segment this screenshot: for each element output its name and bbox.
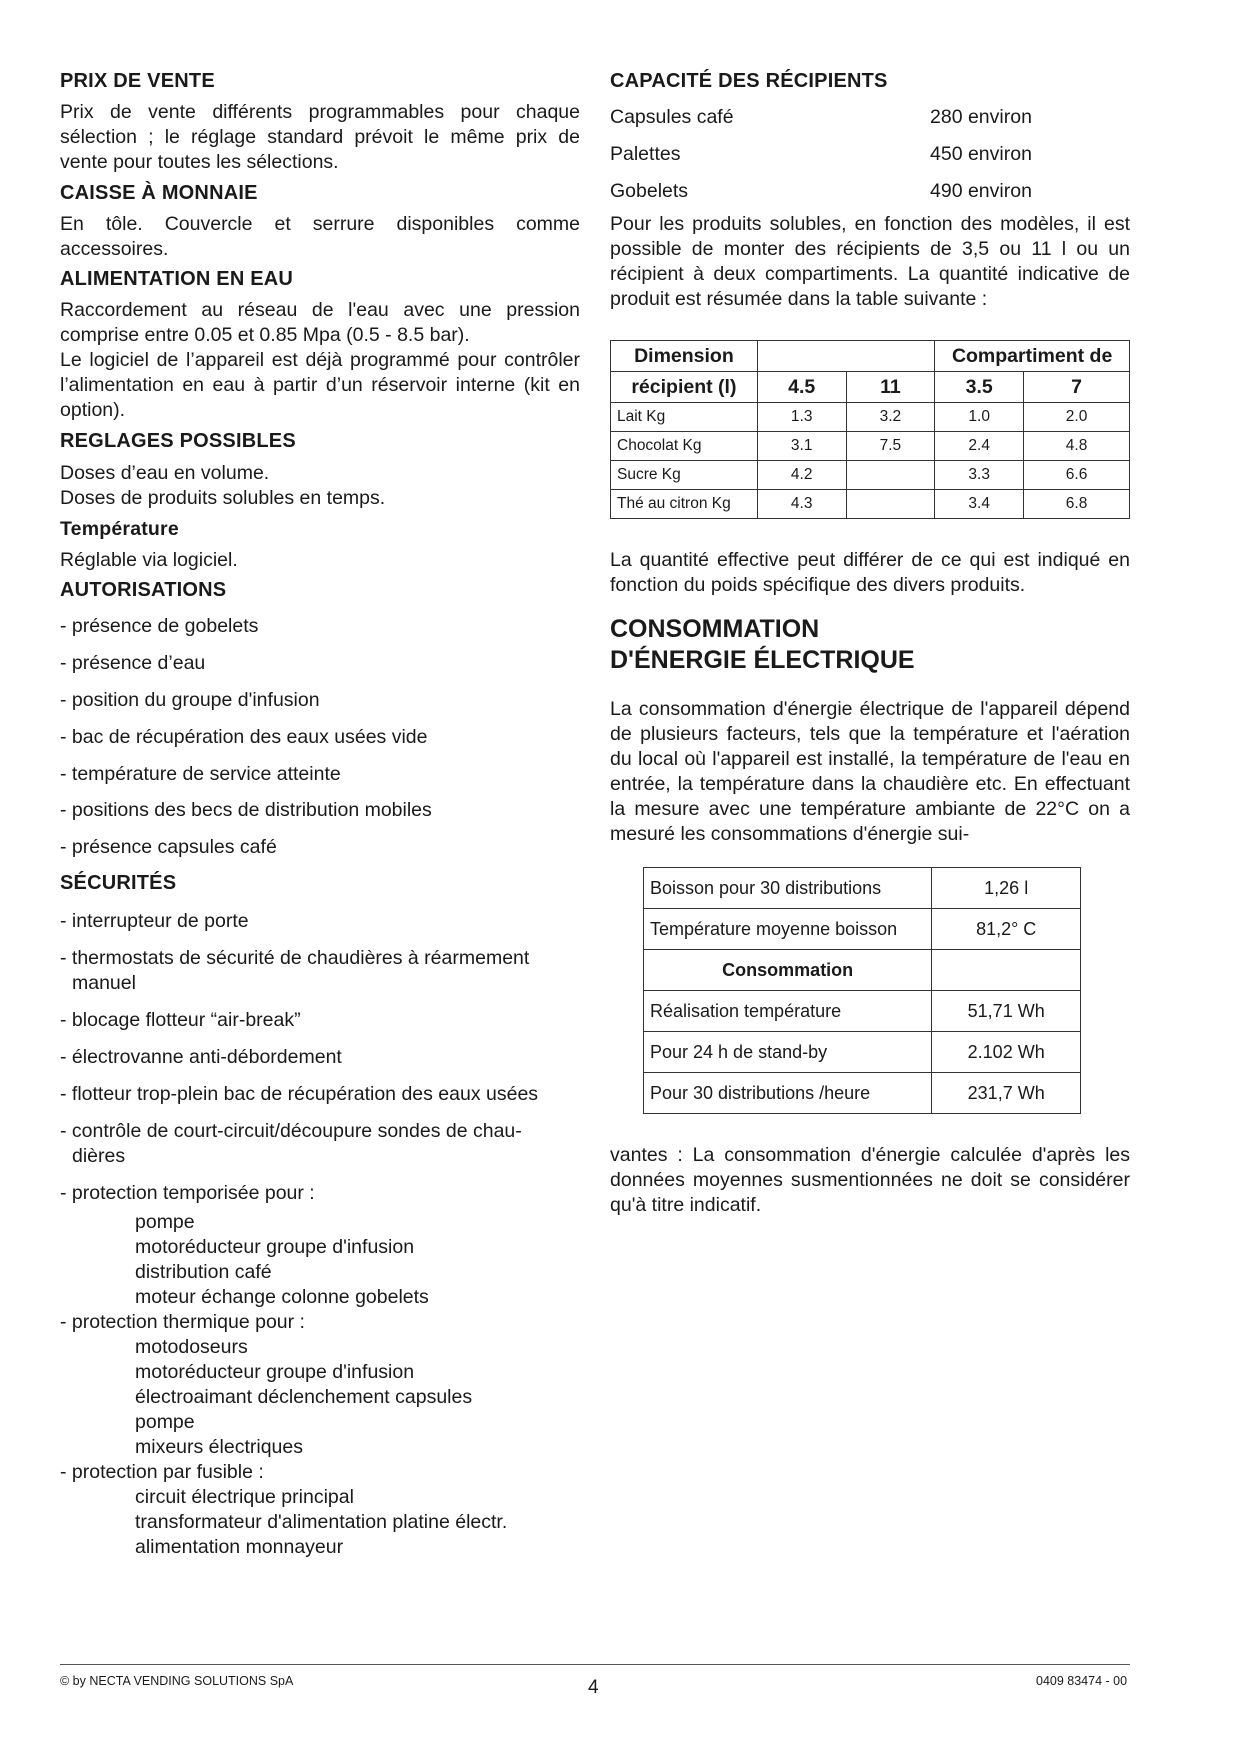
table-cell: Consommation bbox=[644, 950, 932, 991]
table-header-cell bbox=[757, 341, 934, 372]
table-cell: 1.0 bbox=[935, 403, 1024, 432]
table-cell: 7.5 bbox=[846, 432, 935, 461]
sub-list-item: moteur échange colonne gobelets bbox=[135, 1286, 429, 1308]
table-cell: 6.6 bbox=[1024, 461, 1130, 490]
table-cell: 3.1 bbox=[757, 432, 846, 461]
table-cell bbox=[846, 461, 935, 490]
prix-heading: PRIX DE VENTE bbox=[60, 70, 215, 92]
list-item: - positions des becs de distribution mobiles bbox=[60, 799, 432, 821]
capacity-label: Capsules café bbox=[610, 106, 734, 128]
table-row bbox=[644, 950, 1081, 991]
sub-list-item: distribution café bbox=[135, 1261, 272, 1283]
list-item: - présence de gobelets bbox=[60, 615, 259, 637]
reglages-line-1: Doses d’eau en volume. bbox=[60, 462, 270, 484]
temperature-text: Réglable via logiciel. bbox=[60, 549, 238, 571]
consommation-title-line-2: D'ÉNERGIE ÉLECTRIQUE bbox=[610, 646, 915, 674]
table-header-cell: 11 bbox=[846, 372, 935, 403]
temperature-heading: Température bbox=[60, 518, 179, 540]
table-row bbox=[644, 991, 1081, 1032]
caisse-heading: CAISSE À MONNAIE bbox=[60, 182, 258, 204]
table-cell: Sucre Kg bbox=[611, 461, 758, 490]
table-cell: Chocolat Kg bbox=[611, 432, 758, 461]
table-row bbox=[644, 868, 1081, 909]
table-cell: Thé au citron Kg bbox=[611, 490, 758, 519]
table-note: La quantité effective peut différer de ce qui est indiqué en fonction du poids spécifique des divers produits. bbox=[610, 549, 1130, 596]
sub-list-item: motoréducteur groupe d'infusion bbox=[135, 1236, 415, 1258]
consommation-note: vantes : La consommation d'énergie calculée d'après les données moyennes susmentionnées ne doit se considérer qu'à titre indicatif. bbox=[610, 1144, 1130, 1216]
autorisations-heading: AUTORISATIONS bbox=[60, 579, 227, 601]
table-header-cell: 7 bbox=[1024, 372, 1130, 403]
caisse-text: En tôle. Couvercle et serrure disponibles comme accessoires. bbox=[60, 213, 580, 260]
list-item: - thermostats de sécurité de chaudières à réarmement bbox=[60, 947, 530, 969]
alim-heading: ALIMENTATION EN EAU bbox=[60, 268, 294, 290]
table-cell: 4.2 bbox=[757, 461, 846, 490]
consommation-title-line-1: CONSOMMATION bbox=[610, 615, 820, 643]
list-item: - flotteur trop-plein bac de récupération des eaux usées bbox=[60, 1083, 539, 1105]
footer-rule bbox=[60, 1664, 1130, 1665]
list-item-continued: manuel bbox=[72, 972, 136, 994]
sub-list-item: circuit électrique principal bbox=[135, 1486, 354, 1508]
capacity-table bbox=[610, 340, 1130, 519]
list-item: - présence capsules café bbox=[60, 836, 277, 858]
table-cell: 3.4 bbox=[935, 490, 1024, 519]
table-row bbox=[611, 490, 1130, 519]
table-row bbox=[644, 909, 1081, 950]
table-header-cell: Compartiment de bbox=[935, 341, 1130, 372]
table-cell: Boisson pour 30 distributions bbox=[644, 868, 932, 909]
table-cell: Lait Kg bbox=[611, 403, 758, 432]
list-item: - température de service atteinte bbox=[60, 763, 341, 785]
sub-list-item: électroaimant déclenchement capsules bbox=[135, 1386, 473, 1408]
table-cell: 3.3 bbox=[935, 461, 1024, 490]
list-item: - contrôle de court-circuit/découpure sondes de chau- bbox=[60, 1120, 522, 1142]
list-item: - protection temporisée pour : bbox=[60, 1182, 315, 1204]
sub-list-item: pompe bbox=[135, 1411, 195, 1433]
table-cell: Réalisation température bbox=[644, 991, 932, 1032]
alim-text-1: Raccordement au réseau de l'eau avec une pression comprise entre 0.05 et 0.85 Mpa (0.5 - 8.5 bar). bbox=[60, 299, 580, 346]
list-item: - présence d’eau bbox=[60, 652, 206, 674]
table-cell: 231,7 Wh bbox=[932, 1073, 1081, 1114]
table-header-cell: 4.5 bbox=[757, 372, 846, 403]
consommation-text: La consommation d'énergie électrique de l'appareil dépend de plusieurs facteurs, tels que la température et l'aération du local où l'appareil est installé, la température de l'eau en entrée, la température dans la chaudière etc. En effectuant la mesure avec une température ambiante de 22°C on a mesuré les consommations d'énergie sui- bbox=[610, 698, 1130, 845]
page-number: 4 bbox=[588, 1677, 599, 1698]
table-row bbox=[644, 1032, 1081, 1073]
table-cell: 3.2 bbox=[846, 403, 935, 432]
table-cell: 2.0 bbox=[1024, 403, 1130, 432]
list-item: - protection thermique pour : bbox=[60, 1311, 305, 1333]
table-cell bbox=[932, 950, 1081, 991]
capacite-heading: CAPACITÉ DES RÉCIPIENTS bbox=[610, 70, 888, 92]
list-item: - bac de récupération des eaux usées vide bbox=[60, 726, 428, 748]
sub-list-item: pompe bbox=[135, 1211, 195, 1233]
table-cell bbox=[846, 490, 935, 519]
table-row bbox=[611, 432, 1130, 461]
capacity-value: 450 environ bbox=[930, 143, 1032, 165]
table-cell: Pour 30 distributions /heure bbox=[644, 1073, 932, 1114]
energy-table bbox=[643, 867, 1081, 1114]
table-row bbox=[611, 461, 1130, 490]
capacite-text: Pour les produits solubles, en fonction des modèles, il est possible de monter des récipients de 3,5 ou 11 l ou un récipient à deux compartiments. La quantité indicative de produit est résumée dans la table suivante : bbox=[610, 213, 1130, 310]
table-cell: 1,26 l bbox=[932, 868, 1081, 909]
list-item-continued: dières bbox=[72, 1145, 126, 1167]
reglages-heading: REGLAGES POSSIBLES bbox=[60, 430, 296, 452]
table-cell: 4.3 bbox=[757, 490, 846, 519]
sub-list-item: motodoseurs bbox=[135, 1336, 248, 1358]
securites-heading: SÉCURITÉS bbox=[60, 872, 177, 894]
footer-doc-code: 0409 83474 - 00 bbox=[1036, 1674, 1128, 1688]
list-item: - position du groupe d'infusion bbox=[60, 689, 320, 711]
capacity-value: 490 environ bbox=[930, 180, 1032, 202]
table-cell: Pour 24 h de stand-by bbox=[644, 1032, 932, 1073]
table-header-cell: récipient (l) bbox=[611, 372, 758, 403]
list-item: - blocage flotteur “air-break” bbox=[60, 1009, 301, 1031]
sub-list-item: alimentation monnayeur bbox=[135, 1536, 344, 1558]
table-cell: 4.8 bbox=[1024, 432, 1130, 461]
table-row bbox=[644, 1073, 1081, 1114]
capacity-label: Gobelets bbox=[610, 180, 689, 202]
table-cell: Température moyenne boisson bbox=[644, 909, 932, 950]
table-cell: 81,2° C bbox=[932, 909, 1081, 950]
capacity-value: 280 environ bbox=[930, 106, 1032, 128]
table-header-cell: 3.5 bbox=[935, 372, 1024, 403]
list-item: - interrupteur de porte bbox=[60, 910, 249, 932]
reglages-line-2: Doses de produits solubles en temps. bbox=[60, 487, 386, 509]
sub-list-item: mixeurs électriques bbox=[135, 1436, 303, 1458]
table-cell: 2.102 Wh bbox=[932, 1032, 1081, 1073]
capacity-label: Palettes bbox=[610, 143, 681, 165]
table-cell: 1.3 bbox=[757, 403, 846, 432]
list-item: - protection par fusible : bbox=[60, 1461, 264, 1483]
table-cell: 6.8 bbox=[1024, 490, 1130, 519]
table-row bbox=[611, 403, 1130, 432]
alim-text-2: Le logiciel de l’appareil est déjà programmé pour contrôler l’alimentation en eau à partir d’un réservoir interne (kit en option). bbox=[60, 349, 580, 421]
sub-list-item: motoréducteur groupe d'infusion bbox=[135, 1361, 415, 1383]
footer-copyright: © by NECTA VENDING SOLUTIONS SpA bbox=[60, 1674, 294, 1688]
sub-list-item: transformateur d'alimentation platine électr. bbox=[135, 1511, 508, 1533]
table-cell: 51,71 Wh bbox=[932, 991, 1081, 1032]
prix-text: Prix de vente différents programmables pour chaque sélection ; le réglage standard prévoit le même prix de vente pour toutes les sélections. bbox=[60, 101, 580, 173]
table-cell: 2.4 bbox=[935, 432, 1024, 461]
list-item: - électrovanne anti-débordement bbox=[60, 1046, 342, 1068]
table-header-cell: Dimension bbox=[611, 341, 758, 372]
